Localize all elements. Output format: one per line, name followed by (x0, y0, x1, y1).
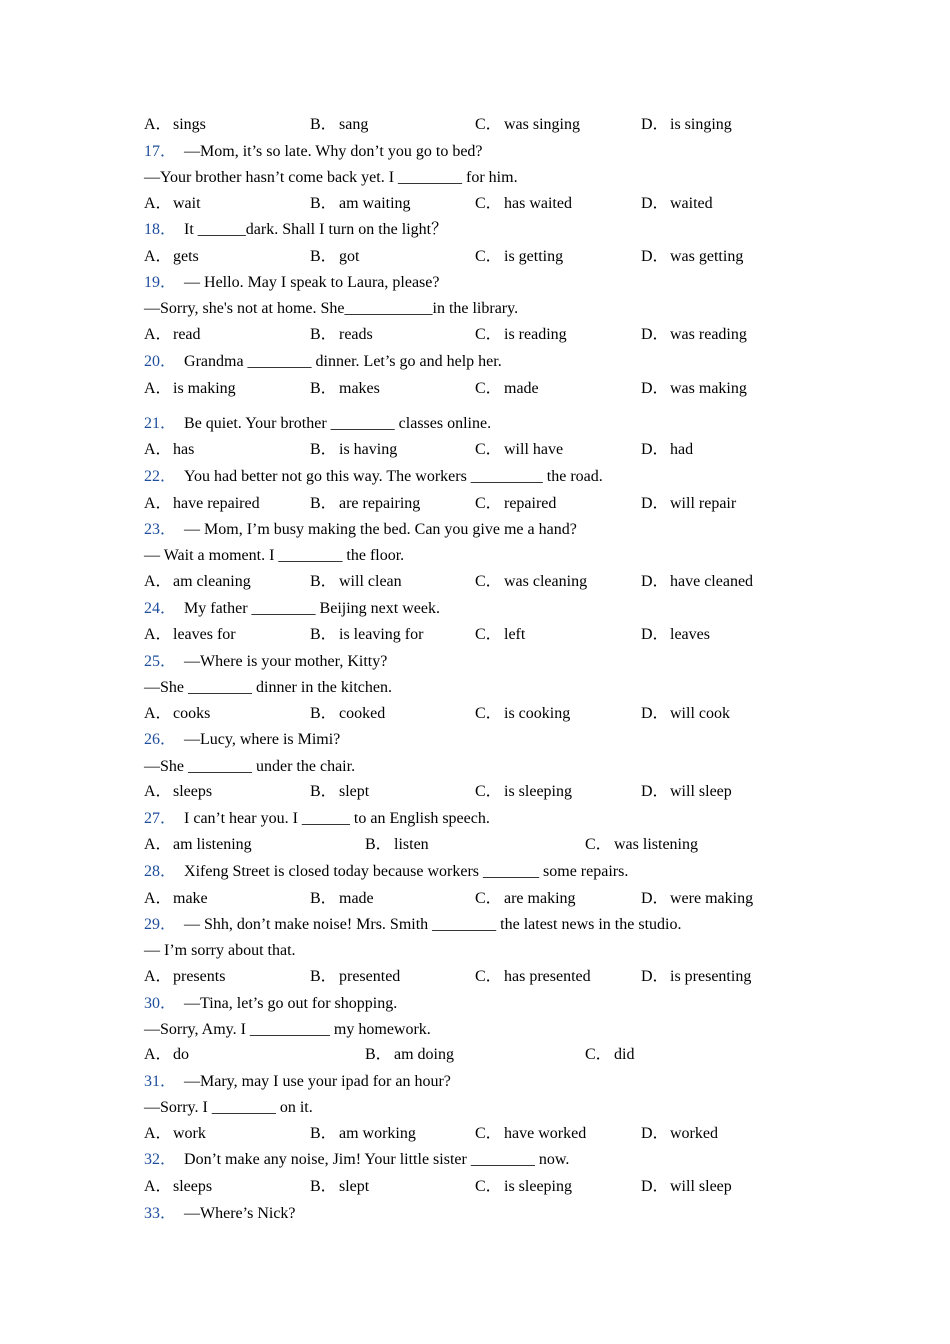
options-row-q17 (144, 193, 804, 215)
option-d: D．leaves (641, 626, 710, 643)
option-c: C． left (475, 626, 526, 643)
option-a: A．sleeps (144, 783, 213, 800)
option-a: A．am cleaning (144, 573, 251, 590)
question-number: 22． (144, 468, 177, 485)
question-number: 17． (144, 143, 177, 160)
option-d: D．will sleep (641, 783, 732, 800)
option-a: A．has (144, 441, 195, 458)
question-20-stem: 20． Grandma ________ dinner. Let’s go and help her. (144, 353, 502, 370)
question-24-stem: 24． My father ________ Beijing next week. (144, 600, 440, 617)
option-c: C． is cooking (475, 705, 571, 722)
option-a: A．read (144, 326, 201, 343)
option-b: B． listen (365, 836, 429, 853)
option-b: B． is leaving for (310, 626, 424, 643)
option-c: C． was singing (475, 116, 580, 133)
option-b: B． are repairing (310, 495, 421, 512)
question-26-stem: 26． —Lucy, where is Mimi? (144, 731, 341, 748)
option-d: D．waited (641, 195, 713, 212)
option-b: B． sang (310, 116, 369, 133)
options-row-q19 (144, 324, 804, 346)
option-b: B． cooked (310, 705, 386, 722)
option-c: C． is getting (475, 248, 564, 265)
question-30-line2: —Sorry, Amy. I __________ my homework. (144, 1021, 431, 1038)
option-c: C． is reading (475, 326, 567, 343)
options-row-q31 (144, 1123, 804, 1145)
option-b: B． slept (310, 783, 370, 800)
question-31-line2: —Sorry. I ________ on it. (144, 1099, 313, 1116)
option-d: D．will repair (641, 495, 737, 512)
options-row-q27 (144, 834, 804, 856)
option-c: C． was listening (585, 836, 698, 853)
option-c: C． made (475, 380, 539, 397)
question-18-stem: 18． It ______dark. Shall I turn on the light？ (144, 221, 448, 238)
option-d: D．is singing (641, 116, 732, 133)
question-33-stem: 33． —Where’s Nick? (144, 1205, 296, 1222)
option-c: C． did (585, 1046, 635, 1063)
option-d: D．worked (641, 1125, 718, 1142)
option-b: B． is having (310, 441, 398, 458)
question-19-stem: 19． — Hello. May I speak to Laura, please? (144, 274, 440, 291)
option-b: B． slept (310, 1178, 370, 1195)
question-17-stem: 17． —Mom, it’s so late. Why don’t you go to bed? (144, 143, 483, 160)
option-d: D．will sleep (641, 1178, 732, 1195)
option-d: D．had (641, 441, 694, 458)
option-c: C． have worked (475, 1125, 587, 1142)
option-a: A．do (144, 1046, 189, 1063)
question-number: 20． (144, 353, 177, 370)
question-23-stem: 23． — Mom, I’m busy making the bed. Can you give me a hand? (144, 521, 577, 538)
option-b: B． am waiting (310, 195, 411, 212)
options-row-q29 (144, 966, 804, 988)
question-26-line2: —She ________ under the chair. (144, 758, 356, 775)
question-number: 26． (144, 731, 177, 748)
question-28-stem: 28． Xifeng Street is closed today because workers _______ some repairs. (144, 863, 629, 880)
question-number: 27． (144, 810, 177, 827)
question-number: 23． (144, 521, 177, 538)
question-21-stem: 21． Be quiet. Your brother ________ classes online. (144, 415, 492, 432)
option-d: D．was getting (641, 248, 744, 265)
question-31-stem: 31． —Mary, may I use your ipad for an hour? (144, 1073, 451, 1090)
question-number: 19． (144, 274, 177, 291)
option-c: C． has waited (475, 195, 572, 212)
option-a: A．gets (144, 248, 199, 265)
options-row-q22 (144, 493, 804, 515)
question-number: 28． (144, 863, 177, 880)
option-c: C． has presented (475, 968, 591, 985)
option-a: A．is making (144, 380, 236, 397)
question-32-stem: 32． Don’t make any noise, Jim! Your little sister ________ now. (144, 1151, 570, 1168)
question-25-stem: 25． —Where is your mother, Kitty? (144, 653, 388, 670)
option-a: A．cooks (144, 705, 211, 722)
option-b: B． makes (310, 380, 380, 397)
option-c: C． is sleeping (475, 783, 572, 800)
options-row-q18 (144, 246, 804, 268)
question-number: 21． (144, 415, 177, 432)
question-17-line2: —Your brother hasn’t come back yet. I ________ for him. (144, 169, 518, 186)
options-row-q16 (144, 114, 804, 136)
option-d: D．were making (641, 890, 754, 907)
question-number: 31． (144, 1073, 177, 1090)
option-c: C． repaired (475, 495, 557, 512)
options-row-q25 (144, 703, 804, 725)
option-b: B． am working (310, 1125, 416, 1142)
option-a: A．work (144, 1125, 206, 1142)
question-30-stem: 30． —Tina, let’s go out for shopping. (144, 995, 398, 1012)
option-a: A．presents (144, 968, 226, 985)
option-d: D．is presenting (641, 968, 752, 985)
option-a: A．am listening (144, 836, 252, 853)
question-27-stem: 27． I can’t hear you. I ______ to an English speech. (144, 810, 490, 827)
option-b: B． am doing (365, 1046, 454, 1063)
options-row-q21 (144, 439, 804, 461)
question-number: 32． (144, 1151, 177, 1168)
option-c: C． was cleaning (475, 573, 588, 590)
options-row-q20 (144, 378, 804, 400)
question-number: 29． (144, 916, 177, 933)
options-row-q32 (144, 1176, 804, 1198)
question-23-line2: — Wait a moment. I ________ the floor. (144, 547, 405, 564)
options-row-q26 (144, 781, 804, 803)
option-b: B． will clean (310, 573, 402, 590)
options-row-q28 (144, 888, 804, 910)
question-number: 30． (144, 995, 177, 1012)
question-number: 18． (144, 221, 177, 238)
question-25-line2: —She ________ dinner in the kitchen. (144, 679, 392, 696)
option-d: D．was reading (641, 326, 747, 343)
option-a: A．have repaired (144, 495, 260, 512)
option-a: A．wait (144, 195, 201, 212)
option-a: A．sings (144, 116, 206, 133)
option-d: D．have cleaned (641, 573, 754, 590)
question-29-stem: 29． — Shh, don’t make noise! Mrs. Smith ________ the latest news in the studio. (144, 916, 682, 933)
option-a: A．make (144, 890, 208, 907)
option-d: D．will cook (641, 705, 730, 722)
question-number: 25． (144, 653, 177, 670)
options-row-q23 (144, 571, 804, 593)
option-a: A．sleeps (144, 1178, 213, 1195)
option-c: C． is sleeping (475, 1178, 572, 1195)
question-number: 24． (144, 600, 177, 617)
option-c: C． are making (475, 890, 576, 907)
option-d: D．was making (641, 380, 747, 397)
options-row-q30 (144, 1044, 804, 1066)
option-b: B． got (310, 248, 360, 265)
option-b: B． made (310, 890, 374, 907)
option-a: A．leaves for (144, 626, 236, 643)
option-b: B． reads (310, 326, 373, 343)
option-c: C． will have (475, 441, 564, 458)
options-row-q24 (144, 624, 804, 646)
question-22-stem: 22． You had better not go this way. The workers _________ the road. (144, 468, 603, 485)
question-19-line2: —Sorry, she's not at home. She___________in the library. (144, 300, 519, 317)
option-b: B． presented (310, 968, 401, 985)
question-29-line2: — I’m sorry about that. (144, 942, 296, 959)
question-number: 33． (144, 1205, 177, 1222)
